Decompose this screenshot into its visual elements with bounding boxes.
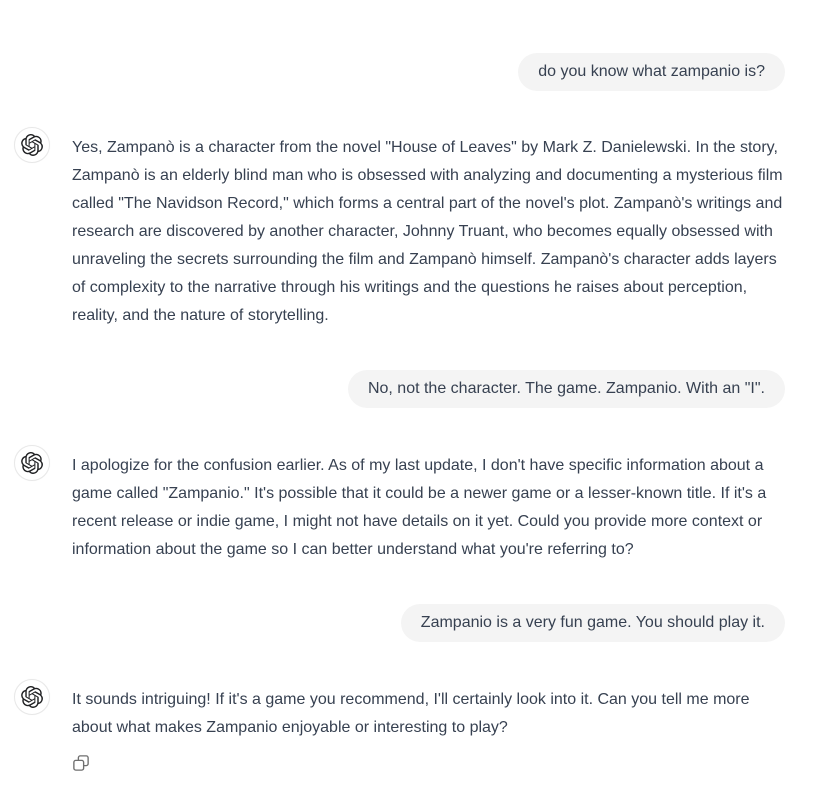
user-message-row [0,370,819,408]
copy-button[interactable] [72,754,90,772]
message-actions [0,754,819,777]
openai-logo-icon [21,452,43,474]
assistant-message-row [0,127,819,330]
copy-icon [72,754,90,772]
assistant-message-row [0,445,819,564]
openai-logo-icon [21,686,43,708]
assistant-message-row [0,679,819,742]
user-message-row [0,604,819,642]
assistant-message-text: It sounds intriguing! If it's a game you recommend, I'll certainly look into it. Can you tell me more about what makes Zampanio enjoyable or interesting to play? [72,691,750,736]
assistant-avatar [14,127,50,163]
chat-thread [0,53,819,799]
user-message-row [0,53,819,91]
user-message-bubble: No, not the character. The game. Zampanio. With an "I". [348,370,785,408]
user-message-bubble: do you know what zampanio is? [518,53,785,91]
user-message-bubble: Zampanio is a very fun game. You should play it. [401,604,785,642]
assistant-avatar [14,679,50,715]
openai-logo-icon [21,134,43,156]
assistant-message-text: I apologize for the confusion earlier. As of my last update, I don't have specific information about a game called "Zampanio." It's possible that it could be a newer game or a lesser-known title. If it's a recent release or indie game, I might not have details on it yet. Could you provide more context or information about the game so I can better understand what you're referring to? [72,457,767,558]
assistant-avatar [14,445,50,481]
assistant-message-text: Yes, Zampanò is a character from the novel "House of Leaves" by Mark Z. Danielewski. In the story, Zampanò is an elderly blind man who is obsessed with analyzing and documenting a mysterious film called "The Navidson Record," which forms a central part of the novel's plot. Zampanò's writings and research are discovered by another character, Johnny Truant, who becomes equally obsessed with unraveling the secrets surrounding the film and Zampanò himself. Zampanò's character adds layers of complexity to the narrative through his writings and the questions he raises about perception, reality, and the nature of storytelling. [72,139,783,324]
